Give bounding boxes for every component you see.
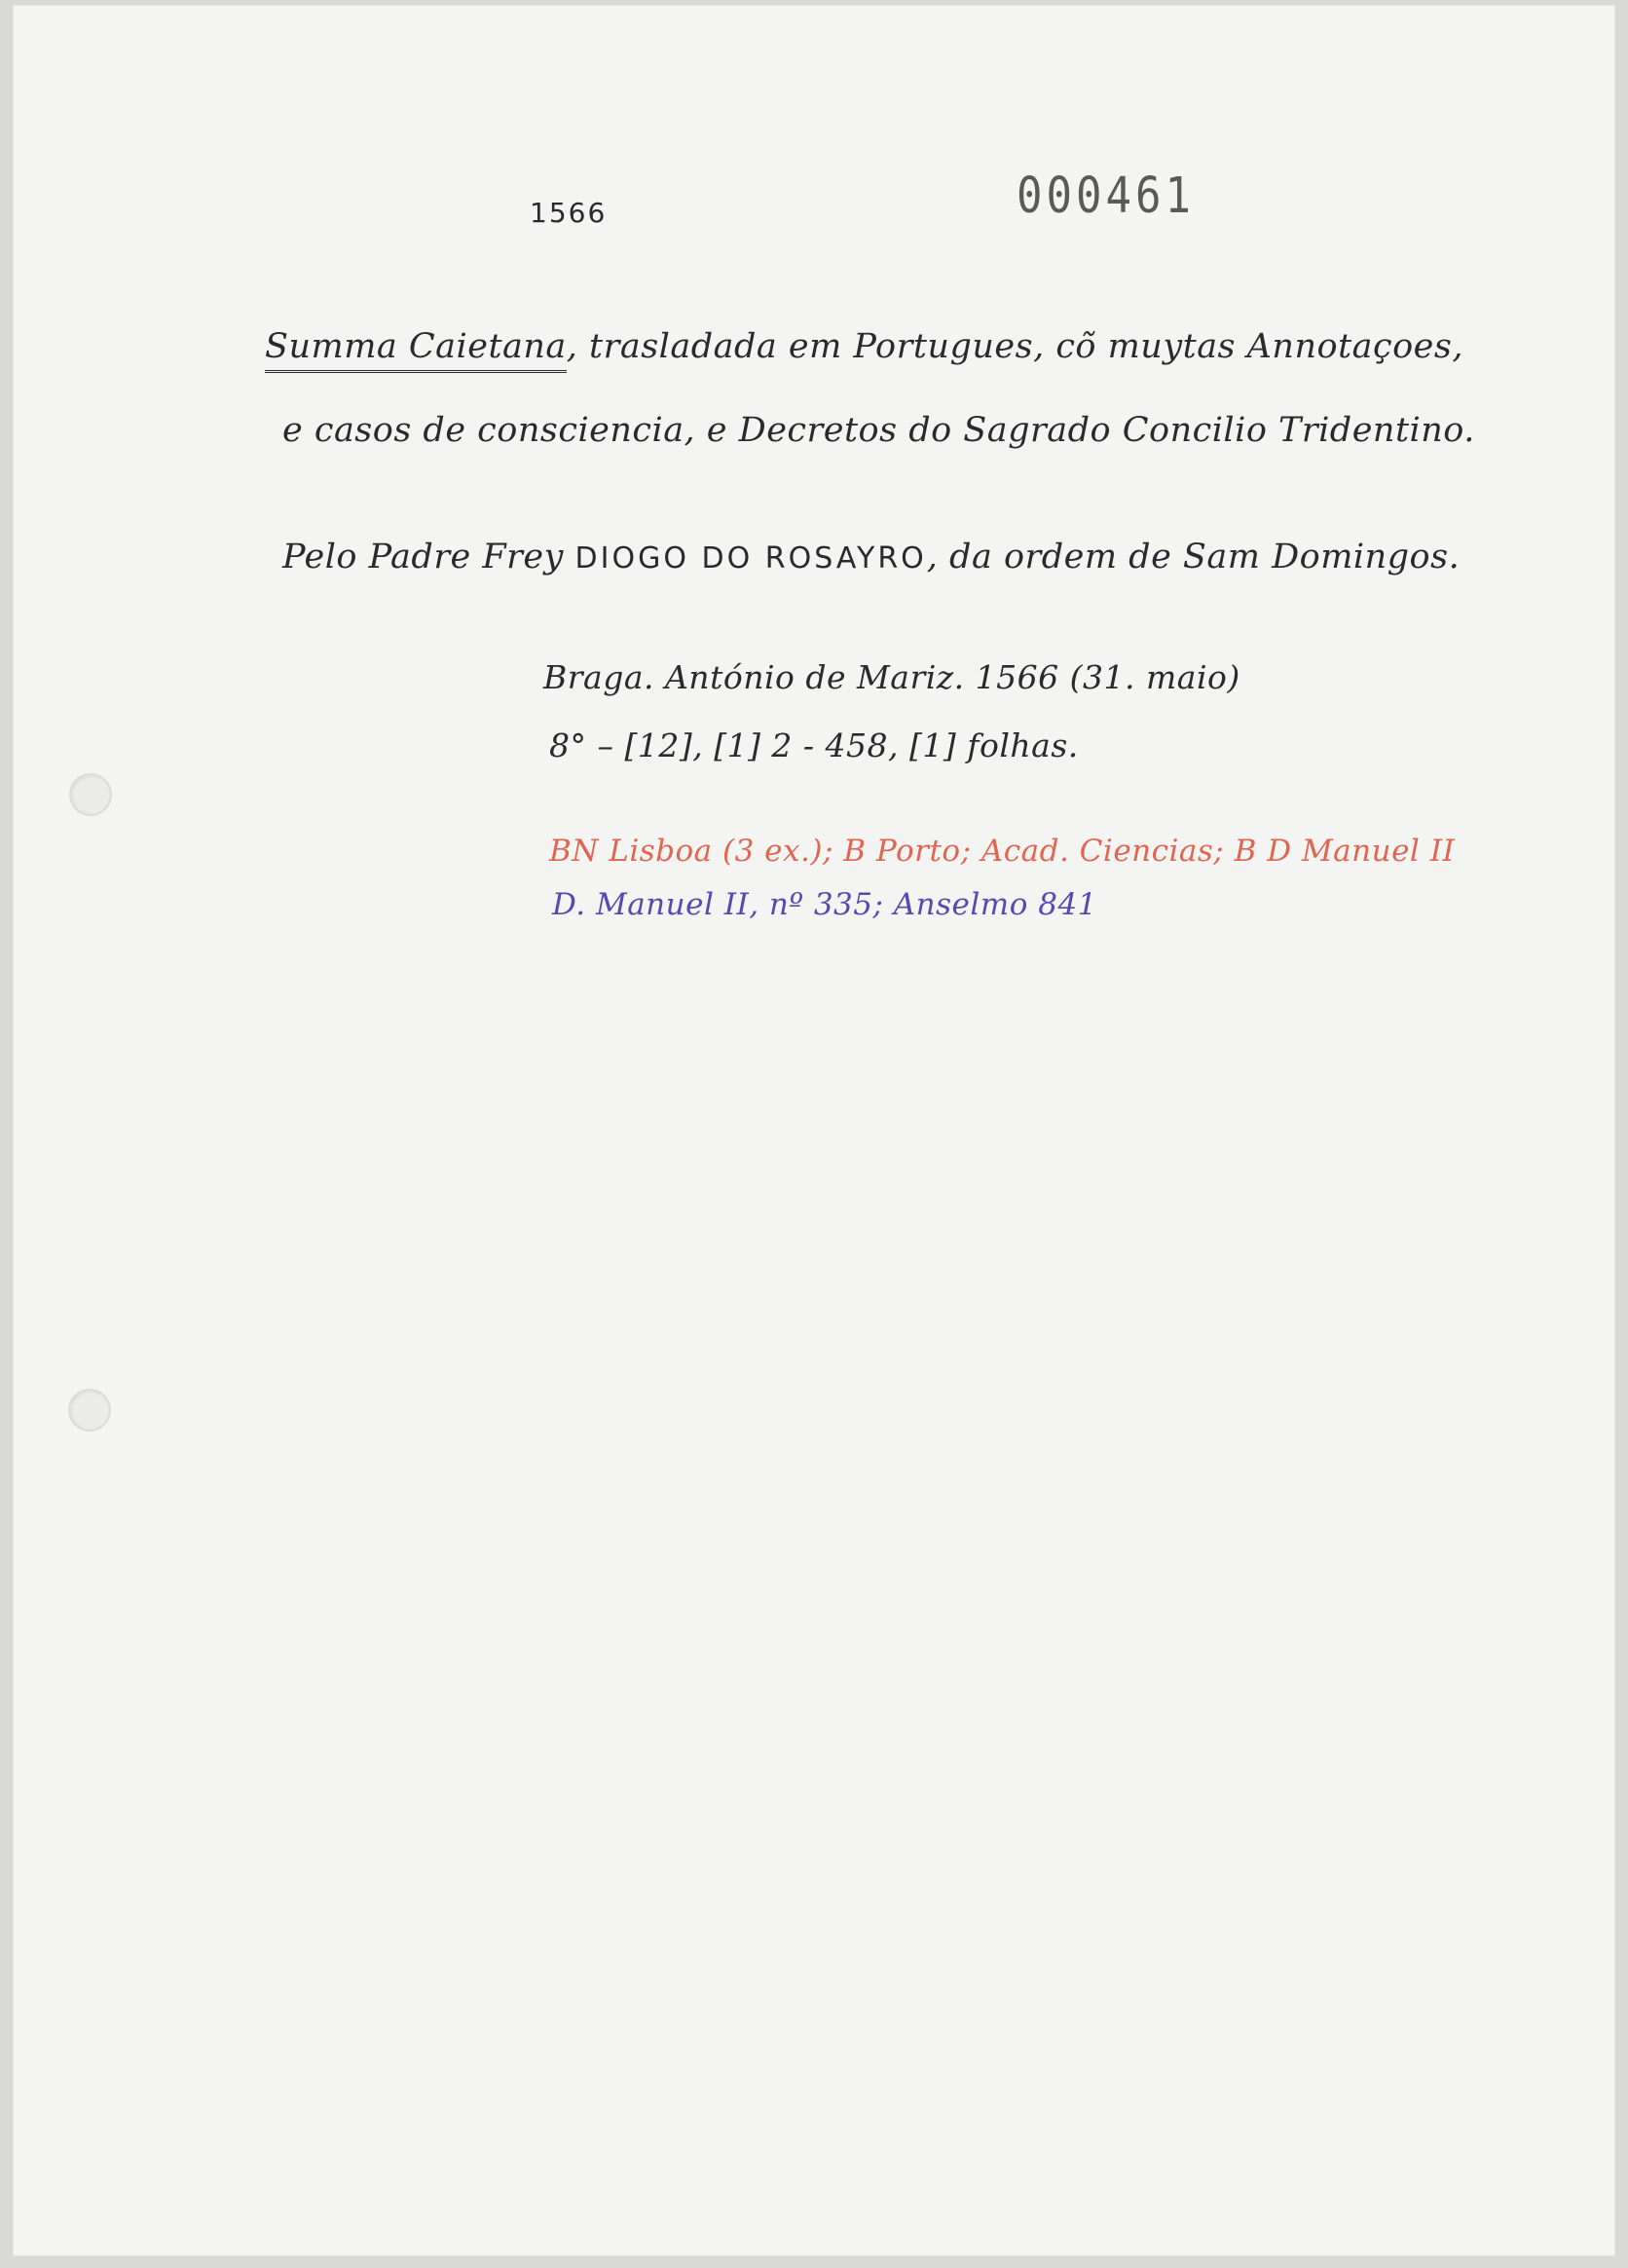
punch-hole-top (69, 773, 112, 816)
author-suffix: , da ordem de Sam Domingos. (926, 538, 1461, 576)
author-name: DIOGO DO ROSAYRO (574, 541, 927, 576)
bibliographic-references: D. Manuel II, nº 335; Anselmo 841 (552, 887, 1097, 922)
collation-line: 8° – [12], [1] 2 - 458, [1] folhas. (549, 726, 1079, 764)
punch-hole-bottom (68, 1389, 111, 1431)
catalog-card (14, 6, 1614, 2255)
author-prefix: Pelo Padre Frey (282, 538, 564, 576)
year-label: 1566 (530, 197, 608, 229)
catalog-number-stamp: 000461 (1017, 167, 1195, 225)
holding-locations: BN Lisboa (3 ex.); B Porto; Acad. Ciencias; B D Manuel II (549, 834, 1456, 869)
title-line-2: e casos de consciencia, e Decretos do Sagrado Concilio Tridentino. (282, 411, 1475, 450)
imprint-line: Braga. António de Mariz. 1566 (31. maio) (543, 658, 1240, 696)
work-title: Summa Caietana (265, 327, 567, 373)
title-line (265, 327, 1463, 373)
title-continuation: , trasladada em Portugues, cõ muytas Annotaçoes, (566, 327, 1463, 366)
author-line (282, 538, 1460, 576)
